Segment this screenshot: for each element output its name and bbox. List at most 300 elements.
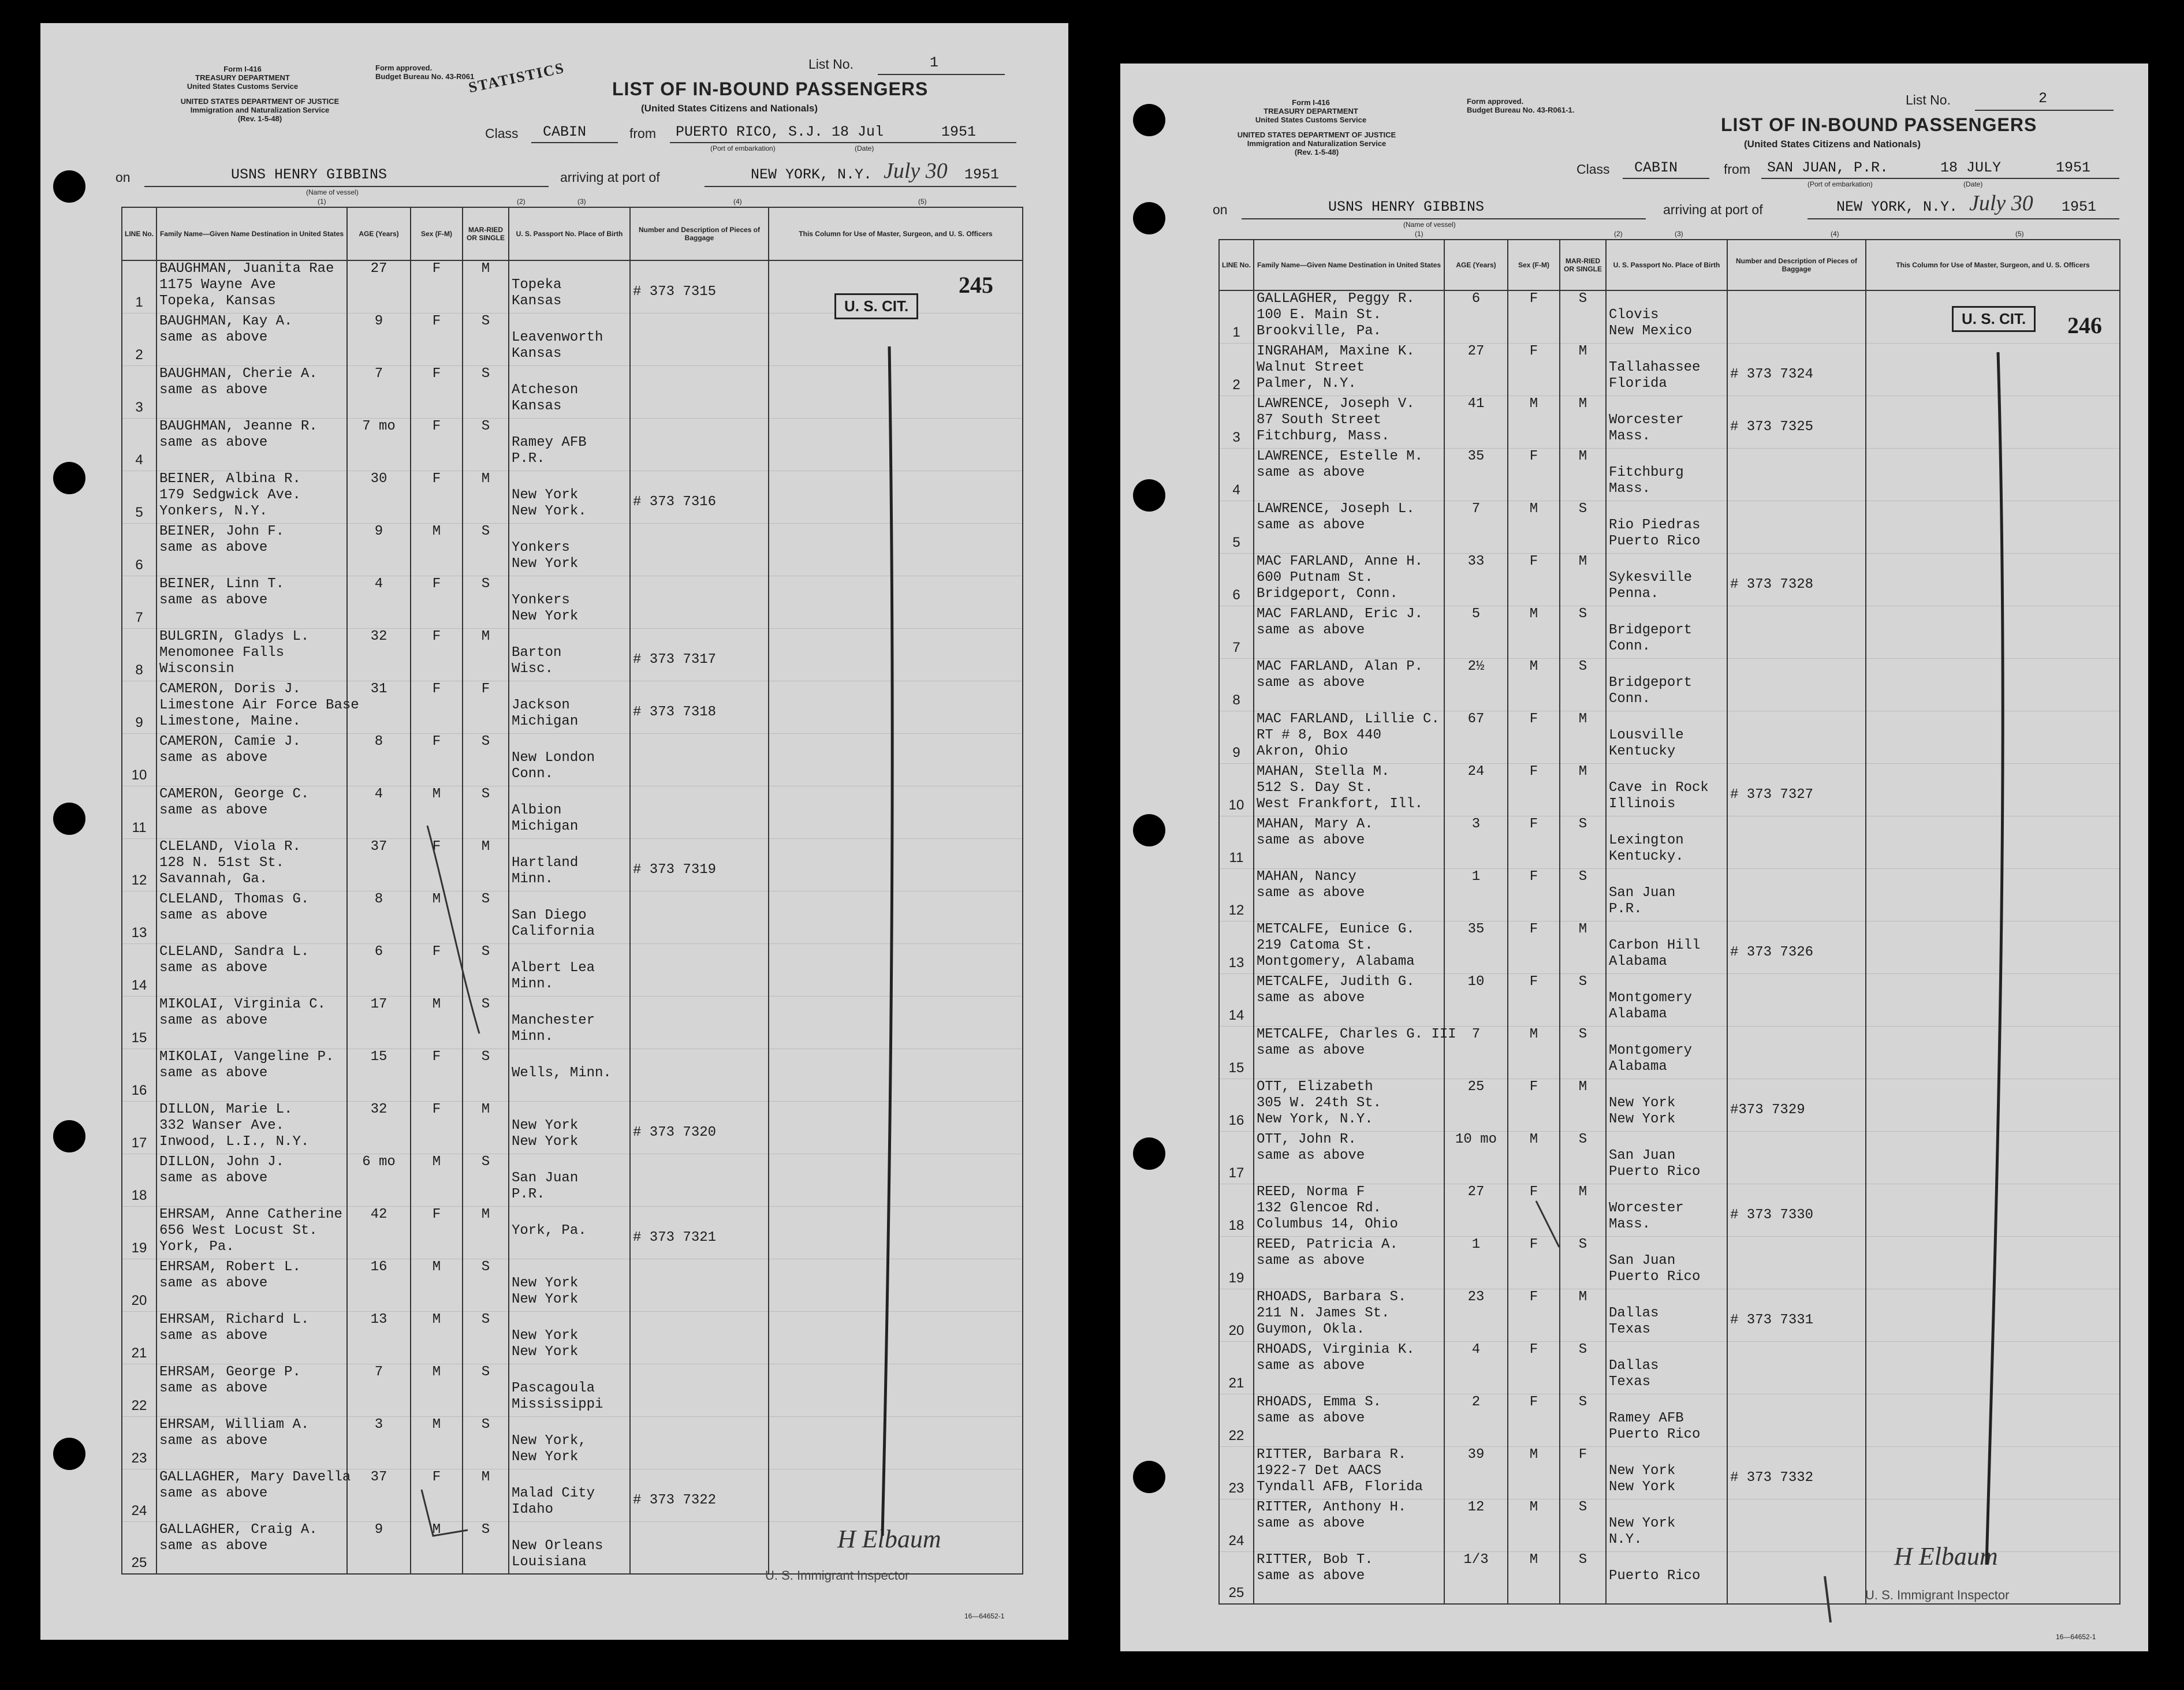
officer-use-cell [769, 1469, 1023, 1521]
birthplace-cell [509, 313, 630, 365]
passenger-name-cell [156, 365, 347, 418]
passenger-name: GALLAGHER, Peggy R. [1257, 291, 1415, 307]
embark-date: 18 Jul [832, 124, 884, 140]
destination-address: same as above [1257, 674, 1365, 691]
from-value: SAN JUAN, P.R. [1767, 159, 1889, 176]
baggage-number [630, 1154, 769, 1206]
birthplace: Puerto Rico [1609, 1163, 1701, 1180]
passenger-row [1219, 1446, 2120, 1499]
destination-address: same as above [1257, 1515, 1365, 1531]
baggage-number: # 373 7322 [630, 1469, 769, 1521]
officer-use-cell [1866, 921, 2120, 973]
birthplace-cell [509, 891, 630, 943]
birthplace-cell [509, 1469, 630, 1521]
destination-address: same as above [159, 1275, 268, 1291]
passenger-name-cell [1254, 1394, 1444, 1446]
birthplace-cell [1606, 1394, 1727, 1446]
officer-use-cell [1866, 1079, 2120, 1131]
passenger-row [122, 681, 1023, 733]
marital-status: S [463, 943, 509, 996]
sex: M [411, 996, 463, 1049]
passenger-name: CLELAND, Viola R. [159, 838, 301, 855]
baggage-number [630, 1049, 769, 1101]
birthplace: Kansas [512, 293, 562, 309]
header-passport: U. S. Passport No. Place of Birth [509, 207, 630, 260]
line-number: 8 [122, 628, 156, 681]
birthplace: Wells, Minn. [512, 1065, 612, 1081]
birthplace: Worcester [1609, 1200, 1684, 1216]
punch-hole [53, 1120, 85, 1152]
line-number: 7 [122, 576, 156, 628]
marital-status: S [1560, 816, 1606, 868]
marital-status: M [1560, 1184, 1606, 1236]
passenger-name: OTT, Elizabeth [1257, 1079, 1373, 1095]
birthplace-cell [1606, 973, 1727, 1026]
destination-address: 179 Sedgwick Ave. [159, 487, 301, 503]
birthplace-cell [1606, 1499, 1727, 1551]
birthplace: Mass. [1609, 480, 1651, 497]
inspector-title: U. S. Immigrant Inspector [1865, 1588, 2010, 1602]
punch-hole [1133, 814, 1165, 846]
birthplace-cell [1606, 396, 1727, 448]
baggage-number: # 373 7327 [1727, 763, 1866, 816]
marital-status: S [463, 786, 509, 838]
officer-use-cell [769, 1049, 1023, 1101]
age: 33 [1444, 553, 1508, 606]
birthplace-cell [509, 1049, 630, 1101]
destination-address: New York, N.Y. [1257, 1111, 1373, 1127]
age: 1 [1444, 1236, 1508, 1289]
sex: F [1508, 973, 1560, 1026]
officer-use-cell [769, 418, 1023, 471]
arrival-port: NEW YORK, N.Y. [1836, 199, 1958, 215]
marital-status: M [1560, 448, 1606, 501]
baggage-number: # 373 7316 [630, 471, 769, 523]
baggage-number [1727, 658, 1866, 711]
line-number: 4 [122, 418, 156, 471]
passenger-name: CLELAND, Sandra L. [159, 943, 310, 960]
marital-status: S [1560, 1499, 1606, 1551]
sex: F [411, 733, 463, 786]
sex: F [411, 313, 463, 365]
col-num-4: (4) [733, 197, 742, 206]
inspector-title: U. S. Immigrant Inspector [765, 1568, 910, 1583]
budget-number: Budget Bureau No. 43-R061-1. [1467, 106, 1575, 114]
birthplace: Cave in Rock [1609, 779, 1709, 796]
age: 12 [1444, 1499, 1508, 1551]
birthplace: Mass. [1609, 1216, 1651, 1232]
passenger-name: DILLON, John J. [159, 1154, 285, 1170]
destination-address: same as above [159, 802, 268, 818]
age: 24 [1444, 763, 1508, 816]
birthplace-cell [1606, 343, 1727, 396]
passenger-name-cell [156, 733, 347, 786]
passenger-row [122, 1259, 1023, 1311]
passenger-name-cell [1254, 1446, 1444, 1499]
sex: F [1508, 711, 1560, 763]
passenger-name: INGRAHAM, Maxine K. [1257, 343, 1415, 359]
officer-use-cell [1866, 658, 2120, 711]
marital-status: S [463, 418, 509, 471]
birthplace: Idaho [512, 1501, 554, 1517]
line-number: 17 [122, 1101, 156, 1154]
passenger-name-cell [1254, 343, 1444, 396]
passenger-name-cell [156, 418, 347, 471]
birthplace-cell [1606, 448, 1727, 501]
arriving-label: arriving at port of [560, 170, 660, 185]
passenger-row [1219, 343, 2120, 396]
col-num-3: (3) [1675, 230, 1683, 238]
birthplace-cell [509, 1101, 630, 1154]
passenger-name-cell [1254, 816, 1444, 868]
birthplace: Hartland [512, 855, 579, 871]
birthplace: New York, [512, 1432, 587, 1449]
passenger-name: EHRSAM, William A. [159, 1416, 310, 1432]
age: 25 [1444, 1079, 1508, 1131]
officer-use-cell [1866, 973, 2120, 1026]
officer-use-cell [1866, 1289, 2120, 1341]
age: 35 [1444, 448, 1508, 501]
passenger-name: BAUGHMAN, Kay A. [159, 313, 293, 329]
destination-address: same as above [159, 1538, 268, 1554]
destination-address: same as above [159, 1170, 268, 1186]
line-number: 15 [122, 996, 156, 1049]
birthplace: Fitchburg [1609, 464, 1684, 480]
passenger-name-cell [1254, 1551, 1444, 1604]
sex: M [411, 523, 463, 576]
age: 27 [347, 260, 411, 313]
age: 3 [347, 1416, 411, 1469]
sex: F [1508, 1341, 1560, 1394]
marital-status: S [463, 313, 509, 365]
destination-address: 219 Catoma St. [1257, 937, 1373, 953]
passenger-name-cell [156, 943, 347, 996]
line-number: 20 [1219, 1289, 1254, 1341]
passenger-name-cell [1254, 1499, 1444, 1551]
dept-name: UNITED STATES DEPARTMENT OF JUSTICE [1237, 130, 1396, 139]
header-name: Family Name—Given Name Destination in United States [156, 207, 347, 260]
age: 6 [1444, 290, 1508, 343]
age: 37 [347, 838, 411, 891]
passenger-table [1218, 239, 2120, 1605]
sex: M [1508, 1131, 1560, 1184]
agency: TREASURY DEPARTMENT [195, 73, 290, 82]
birthplace: New York [1609, 1463, 1676, 1479]
line-number: 5 [1219, 501, 1254, 553]
age: 13 [347, 1311, 411, 1364]
marital-status: M [1560, 921, 1606, 973]
marital-status: S [463, 1416, 509, 1469]
header-age: AGE (Years) [347, 207, 411, 260]
baggage-number [630, 1416, 769, 1469]
sex: M [1508, 501, 1560, 553]
marital-status: S [463, 576, 509, 628]
marital-status: S [1560, 290, 1606, 343]
baggage-number: # 373 7315 [630, 260, 769, 313]
birthplace: Bridgeport [1609, 674, 1693, 691]
passenger-name: BAUGHMAN, Cherie A. [159, 365, 318, 382]
header-sex: Sex (F-M) [1508, 240, 1560, 290]
officer-use-cell [769, 313, 1023, 365]
sex: F [411, 681, 463, 733]
destination-address: same as above [159, 329, 268, 345]
sex: M [1508, 396, 1560, 448]
punch-hole [1133, 1461, 1165, 1493]
arrival-port: NEW YORK, N.Y. [751, 166, 873, 183]
passenger-name-cell [1254, 290, 1444, 343]
sex: F [411, 838, 463, 891]
birthplace: Sykesville [1609, 569, 1693, 585]
baggage-number: # 373 7324 [1727, 343, 1866, 396]
marital-status: S [463, 996, 509, 1049]
age: 6 [347, 943, 411, 996]
passenger-name: OTT, John R. [1257, 1131, 1356, 1147]
sex: M [411, 1521, 463, 1574]
line-number: 10 [1219, 763, 1254, 816]
revision: (Rev. 1-5-48) [1294, 148, 1339, 156]
officer-use-cell [769, 943, 1023, 996]
birthplace: Barton [512, 644, 562, 661]
marital-status: S [1560, 1394, 1606, 1446]
arrival-date: July 30 [1969, 191, 2033, 215]
birthplace: Penna. [1609, 585, 1659, 602]
date-caption: (Date) [1963, 180, 1983, 188]
birthplace-cell [1606, 1551, 1727, 1604]
sex: M [1508, 1026, 1560, 1079]
passenger-name: EHRSAM, Richard L. [159, 1311, 310, 1327]
line-number: 19 [1219, 1236, 1254, 1289]
passenger-row [1219, 1184, 2120, 1236]
passenger-row [1219, 1236, 2120, 1289]
passenger-name-cell [1254, 1341, 1444, 1394]
birthplace: Ramey AFB [1609, 1410, 1684, 1426]
passenger-name-cell [156, 1101, 347, 1154]
destination-address: 100 E. Main St. [1257, 307, 1382, 323]
officer-use-cell [769, 681, 1023, 733]
age: 9 [347, 1521, 411, 1574]
sex: M [1508, 1551, 1560, 1604]
passenger-name-cell [156, 996, 347, 1049]
destination-address: same as above [159, 749, 268, 766]
passenger-name-cell [156, 786, 347, 838]
marital-status: M [463, 628, 509, 681]
sex: M [411, 786, 463, 838]
line-number: 4 [1219, 448, 1254, 501]
col-num-3: (3) [577, 197, 586, 206]
sex: F [411, 576, 463, 628]
sex: F [411, 365, 463, 418]
officer-use-cell [769, 1311, 1023, 1364]
birthplace: Alabama [1609, 953, 1667, 969]
passenger-name-cell [156, 1364, 347, 1416]
birthplace: New York [512, 1275, 579, 1291]
birthplace: Atcheson [512, 382, 579, 398]
marital-status: M [463, 1469, 509, 1521]
line-number: 24 [1219, 1499, 1254, 1551]
destination-address: 1175 Wayne Ave [159, 277, 276, 293]
col-num-2: (2) [1614, 230, 1623, 238]
header-age: AGE (Years) [1444, 240, 1508, 290]
birthplace-cell [509, 733, 630, 786]
destination-address: 600 Putnam St. [1257, 569, 1373, 585]
list-no-label: List No. [808, 57, 854, 72]
passenger-row [122, 891, 1023, 943]
baggage-number [1727, 1341, 1866, 1394]
sex: F [1508, 1079, 1560, 1131]
marital-status: S [1560, 868, 1606, 921]
marital-status: S [463, 891, 509, 943]
approved-text: Form approved. [375, 64, 433, 72]
destination-address: same as above [159, 907, 268, 923]
agency: TREASURY DEPARTMENT [1264, 107, 1358, 115]
baggage-number [630, 943, 769, 996]
age: 27 [1444, 343, 1508, 396]
destination-address: same as above [1257, 1357, 1365, 1374]
marital-status: M [1560, 763, 1606, 816]
birthplace-cell [1606, 606, 1727, 658]
birthplace: Minn. [512, 1028, 554, 1044]
destination-address: same as above [1257, 1252, 1365, 1269]
age: 67 [1444, 711, 1508, 763]
passenger-name: MIKOLAI, Virginia C. [159, 996, 326, 1012]
officer-use-cell [769, 628, 1023, 681]
arrival-year: 1951 [2062, 199, 2097, 215]
on-label: on [1213, 202, 1228, 217]
line-number: 1 [122, 260, 156, 313]
age: 8 [347, 891, 411, 943]
age: 7 [347, 365, 411, 418]
passenger-name: RITTER, Anthony H. [1257, 1499, 1407, 1515]
age: 32 [347, 628, 411, 681]
baggage-number [630, 576, 769, 628]
baggage-number [1727, 1499, 1866, 1551]
punch-hole [1133, 202, 1165, 234]
line-number: 12 [122, 838, 156, 891]
birthplace: Yonkers [512, 539, 570, 555]
sex: F [1508, 290, 1560, 343]
birthplace: San Diego [512, 907, 587, 923]
line-number: 22 [122, 1364, 156, 1416]
passenger-row [122, 943, 1023, 996]
destination-address: same as above [159, 592, 268, 608]
passenger-row [1219, 1289, 2120, 1341]
birthplace-cell [509, 523, 630, 576]
destination-address: Yonkers, N.Y. [159, 503, 268, 519]
line-number: 11 [122, 786, 156, 838]
destination-address: Palmer, N.Y. [1257, 375, 1356, 391]
passenger-name: MAC FARLAND, Eric J. [1257, 606, 1423, 622]
destination-address: Fitchburg, Mass. [1257, 428, 1390, 444]
destination-address: 132 Glencoe Rd. [1257, 1200, 1382, 1216]
baggage-number [630, 891, 769, 943]
age: 9 [347, 523, 411, 576]
age: 9 [347, 313, 411, 365]
line-number: 9 [1219, 711, 1254, 763]
col-num-1: (1) [1415, 230, 1423, 238]
birthplace: San Juan [512, 1170, 579, 1186]
officer-use-cell [1866, 868, 2120, 921]
class-value: CABIN [1634, 159, 1678, 176]
line-number: 5 [122, 471, 156, 523]
marital-status: S [1560, 1236, 1606, 1289]
passenger-row [1219, 1131, 2120, 1184]
passenger-row [122, 733, 1023, 786]
birthplace-cell [1606, 1079, 1727, 1131]
age: 37 [347, 1469, 411, 1521]
marital-status: S [1560, 1026, 1606, 1079]
sex: F [1508, 448, 1560, 501]
sex: M [411, 1154, 463, 1206]
passenger-name-cell [1254, 1131, 1444, 1184]
passenger-name: BEINER, Albina R. [159, 471, 301, 487]
birthplace-cell [1606, 868, 1727, 921]
passenger-row [1219, 763, 2120, 816]
birthplace-cell [1606, 290, 1727, 343]
line-number: 20 [122, 1259, 156, 1311]
line-number: 23 [1219, 1446, 1254, 1499]
passenger-name: RITTER, Bob T. [1257, 1551, 1373, 1568]
baggage-number: # 373 7318 [630, 681, 769, 733]
destination-address: Topeka, Kansas [159, 293, 276, 309]
destination-address: same as above [1257, 622, 1365, 638]
destination-address: RT # 8, Box 440 [1257, 727, 1382, 743]
passenger-name: RHOADS, Barbara S. [1257, 1289, 1407, 1305]
line-number: 3 [1219, 396, 1254, 448]
age: 7 [1444, 1026, 1508, 1079]
baggage-number [630, 1364, 769, 1416]
passenger-name: LAWRENCE, Estelle M. [1257, 448, 1423, 464]
birthplace: Illinois [1609, 796, 1676, 812]
passenger-name-cell [156, 1259, 347, 1311]
form-approval [375, 64, 474, 81]
passenger-name: MAHAN, Mary A. [1257, 816, 1373, 832]
sex: F [1508, 1394, 1560, 1446]
age: 17 [347, 996, 411, 1049]
birthplace-cell [1606, 1026, 1727, 1079]
punch-hole [1133, 1137, 1165, 1170]
birthplace: Minn. [512, 871, 554, 887]
birthplace: San Juan [1609, 1147, 1676, 1163]
passenger-row [122, 1206, 1023, 1259]
age: 2½ [1444, 658, 1508, 711]
passenger-name-cell [156, 1311, 347, 1364]
birthplace-cell [1606, 1184, 1727, 1236]
sex: F [1508, 1236, 1560, 1289]
age: 31 [347, 681, 411, 733]
birthplace: P.R. [1609, 901, 1642, 917]
passenger-name-cell [156, 1206, 347, 1259]
marital-status: F [1560, 1446, 1606, 1499]
passenger-row [1219, 553, 2120, 606]
manifest-page-2 [1120, 64, 2148, 1651]
birthplace: New York [512, 1133, 579, 1150]
destination-address: 1922-7 Det AACS [1257, 1463, 1382, 1479]
birthplace: New York [512, 1291, 579, 1307]
passenger-row [122, 471, 1023, 523]
passenger-row [1219, 1394, 2120, 1446]
dept-sub: Immigration and Naturalization Service [190, 106, 330, 114]
destination-address: same as above [1257, 1147, 1365, 1163]
passenger-row [122, 523, 1023, 576]
passenger-row [1219, 658, 2120, 711]
dept-name: UNITED STATES DEPARTMENT OF JUSTICE [180, 97, 340, 106]
birthplace-cell [1606, 921, 1727, 973]
birthplace: New York [1609, 1095, 1676, 1111]
passenger-row [1219, 868, 2120, 921]
birthplace-cell [509, 996, 630, 1049]
sex: F [411, 418, 463, 471]
officer-use-cell [769, 1416, 1023, 1469]
